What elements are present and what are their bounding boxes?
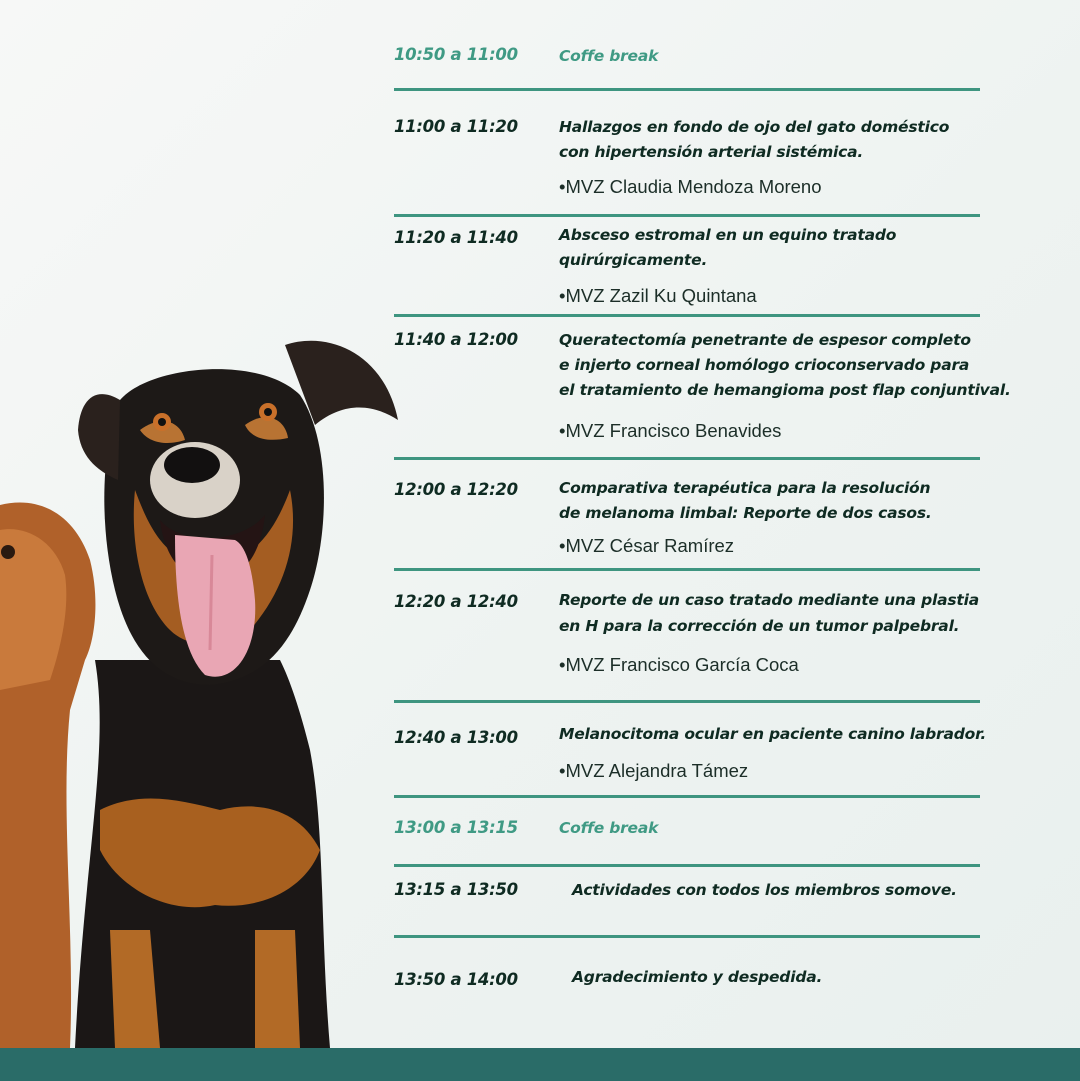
row-time: 11:20 a 11:40 bbox=[394, 228, 518, 247]
row-speaker: •MVZ Zazil Ku Quintana bbox=[559, 285, 757, 306]
divider bbox=[394, 88, 980, 91]
row-time: 11:00 a 11:20 bbox=[394, 117, 518, 136]
row-title-line: e injerto corneal homólogo crioconservado para bbox=[559, 356, 970, 374]
row-title-line: Comparativa terapéutica para la resolución bbox=[559, 479, 931, 497]
row-speaker: •MVZ Alejandra Támez bbox=[559, 760, 749, 781]
row-speaker: •MVZ Francisco García Coca bbox=[559, 654, 799, 675]
divider bbox=[394, 568, 980, 571]
row-title: Agradecimiento y despedida. bbox=[572, 968, 823, 986]
row-title: Coffe break bbox=[559, 47, 659, 65]
row-title-line: Absceso estromal en un equino tratado bbox=[559, 226, 897, 244]
dogs-image bbox=[0, 330, 400, 1048]
row-time: 12:40 a 13:00 bbox=[394, 728, 518, 747]
row-time: 12:20 a 12:40 bbox=[394, 592, 518, 611]
row-time: 11:40 a 12:00 bbox=[394, 330, 518, 349]
footer-band bbox=[0, 1048, 1080, 1081]
row-title-line: el tratamiento de hemangioma post flap conjuntival. bbox=[559, 381, 1011, 399]
row-title-line: con hipertensión arterial sistémica. bbox=[559, 143, 864, 161]
row-title: Coffe break bbox=[559, 819, 659, 837]
row-speaker: •MVZ César Ramírez bbox=[559, 535, 735, 556]
divider bbox=[394, 795, 980, 798]
row-title-line: quirúrgicamente. bbox=[559, 251, 708, 269]
row-title-line: Queratectomía penetrante de espesor completo bbox=[559, 331, 971, 349]
divider bbox=[394, 457, 980, 460]
row-title-line: Melanocitoma ocular en paciente canino labrador. bbox=[559, 725, 987, 743]
row-time: 13:15 a 13:50 bbox=[394, 880, 518, 899]
divider bbox=[394, 935, 980, 938]
divider bbox=[394, 700, 980, 703]
row-time: 12:00 a 12:20 bbox=[394, 480, 518, 499]
row-speaker: •MVZ Francisco Benavides bbox=[559, 420, 782, 441]
divider bbox=[394, 864, 980, 867]
row-title-line: Hallazgos en fondo de ojo del gato doméstico bbox=[559, 118, 950, 136]
row-time: 13:00 a 13:15 bbox=[394, 818, 518, 837]
row-title-line: en H para la corrección de un tumor palpebral. bbox=[559, 617, 960, 635]
divider bbox=[394, 314, 980, 317]
row-title-line: Reporte de un caso tratado mediante una plastia bbox=[559, 591, 979, 609]
divider bbox=[394, 214, 980, 217]
row-speaker: •MVZ Claudia Mendoza Moreno bbox=[559, 176, 822, 197]
row-time: 13:50 a 14:00 bbox=[394, 970, 518, 989]
row-title: Actividades con todos los miembros somove. bbox=[572, 881, 957, 899]
row-time: 10:50 a 11:00 bbox=[394, 45, 518, 64]
row-title-line: de melanoma limbal: Reporte de dos casos. bbox=[559, 504, 932, 522]
